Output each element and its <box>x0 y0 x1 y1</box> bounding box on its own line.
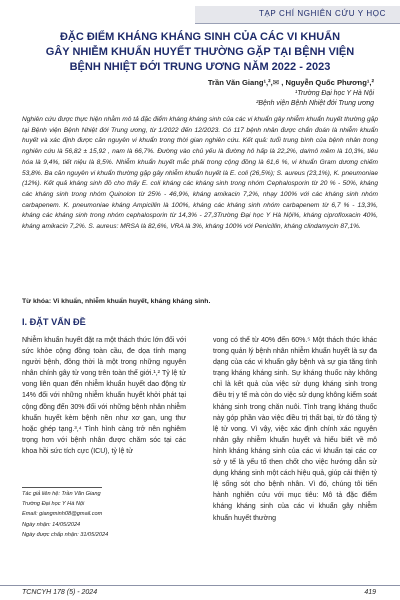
footnote-line: Ngày nhận: 14/05/2024 <box>22 521 81 528</box>
journal-header-bar <box>195 6 400 24</box>
author-list: Trần Văn Giang¹,²,✉ , Nguyễn Quốc Phương¹,² <box>207 78 374 87</box>
body-column-right: vong có thể từ 40% đến 60%.⁵ Một thách thức khác trong quản lý bệnh nhân nhiễm khuẩn huyết là sự đa dạng của các vi khuẩn gây bệnh và sự gia tăng tình trạng kháng kháng sinh. Sự kháng thuốc này không chỉ là kết quả của việc sử dụng kháng sinh trong điều trị y tế mà còn do việc sử dụng không kiểm soát kháng sinh trong chăn nuôi. Tình trạng kháng thuốc này góp phần vào việc điều trị thất bại, từ đó tăng tỷ lệ tử vong. Vì vậy, việc xác định chính xác nguyên nhân gây nhiễm khuẩn huyết và hiểu biết về mô hình kháng kháng sinh của các vi khuẩn tại các cơ sở y tế là yếu tố then chốt cho việc hướng dẫn sử dụng kháng sinh một cách hiệu quả, giúp cải thiện tỷ lệ sống sót cho bệnh nhân. Vì đó, chúng tôi tiến hành nghiên cứu với mục tiêu: Mô tả đặc điểm kháng kháng sinh của các vi khuẩn gây nhiễm khuẩn huyết thường <box>213 337 377 522</box>
footnote-line: Trường Đại học Y Hà Nội <box>22 501 85 508</box>
footnote-line: Email: giangminh08@gmail.com <box>22 511 103 518</box>
section-heading: I. ĐẶT VẤN ĐỀ <box>22 317 86 327</box>
footnotes <box>22 489 192 540</box>
footnote-line: Tác giả liên hệ: Trần Văn Giang <box>22 491 101 497</box>
keywords: Từ khóa: Vi khuẩn, nhiễm khuẩn huyết, kháng kháng sinh. <box>22 298 211 305</box>
body-column-left: Nhiễm khuẩn huyết đặt ra một thách thức lớn đối với sức khỏe cộng đồng toàn cầu, đe dọa tính mạng người bệnh, đồng thời là một trong những nguyên nhân chính gây tử vong trên toàn thế giới.¹,² Tỷ lệ tử vong liên quan đến nhiễm khuẩn huyết dao động từ 14% đối với những nhiễm khuẩn huyết khởi phát tại cộng đồng đến 30% đối với những bệnh nhân nhiễm khuẩn huyết kèm bệnh nền như xơ gan, ung thư hoặc ghép tạng.³,⁴ Tình hình càng trở nên nghiêm trọng hơn với bệnh nhân được chăm sóc tại các khoa hồi sức tích cực (ICU), tỷ lệ tử <box>22 337 186 455</box>
title-line: GÂY NHIỄM KHUẨN HUYẾT THƯỜNG GẶP TẠI BỆNH VIỆN <box>45 46 355 58</box>
article-title <box>18 30 382 75</box>
issue-label: TCNCYH 178 (5) - 2024 <box>22 589 98 596</box>
footnote-divider <box>22 487 102 488</box>
title-line: BỆNH NHIỆT ĐỚI TRUNG ƯƠNG NĂM 2022 - 2023 <box>69 61 331 73</box>
affiliation: ²Bệnh viện Bệnh Nhiệt đới Trung ương <box>256 100 374 107</box>
affiliation: ¹Trường Đại học Y Hà Nội <box>295 90 374 97</box>
footnote-line: Ngày được chấp nhận: 31/05/2024 <box>22 531 109 538</box>
footer-divider <box>0 585 400 586</box>
abstract: Nghiên cứu được thực hiện nhằm mô tả đặc điểm kháng kháng sinh của các vi khuẩn gây nhiễm khuẩn huyết thường gặp tại Bệnh viện Bệnh Nhiệt đới Trung ương, từ 1/2022 đến 12/2023. Có 117 bệnh nhân được chẩn đoán là nhiễm khuẩn huyết và xác định được căn nguyên vi khuẩn trong thời gian nghiên cứu. Kết quả: tuổi trung bình của bệnh nhân trong nghiên cứu là 56,82 ± 15,92 , nam là 66,7%. Đường vào chủ yếu là đường hô hấp là 22,2%, da/mô mềm là 10,3%, tiêu hóa là 9,4%, tiết niệu là 8,5%. Nhiễm khuẩn huyết mắc phải trong cộng đồng là 61,6 %, vi khuẩn Gram dương chiếm 53,8%. Ba căn nguyên vi khuẩn thường gặp gây nhiễm khuẩn huyết là E. coli (26,5%); S. aureus (23,1%), K. pneumoniae (12%). Kết quả kháng sinh đồ cho thấy E. coli kháng các kháng sinh trong nhóm Cephalosporin từ 20 % - 50%, kháng các kháng sinh trong nhóm Quinolon từ 25% - 46,9%, kháng amikacin 7,2%, nhạy 100% với các kháng sinh nhóm carbapenem. K. pneumoniae kháng Ampicillin là 100%, kháng các kháng sinh nhóm carbapenem từ 6,7 % - 13,3%, kháng các kháng sinh trong nhóm cephalosporin từ 14,3% - 27,3Trường Đại học Y Hà Nội%, kháng ciprofloxacin 40%, kháng amikacin 7,2%. S. aureus: MRSA là 82,6%, VRA là 3%, kháng 100% với Penicillin, kháng clindamycin 87,1%. <box>22 116 378 231</box>
journal-name: TẠP CHÍ NGHIÊN CỨU Y HỌC <box>258 9 386 18</box>
title-line: ĐẶC ĐIỂM KHÁNG KHÁNG SINH CỦA CÁC VI KHUẨN <box>59 31 341 43</box>
page-number: 419 <box>364 589 376 596</box>
